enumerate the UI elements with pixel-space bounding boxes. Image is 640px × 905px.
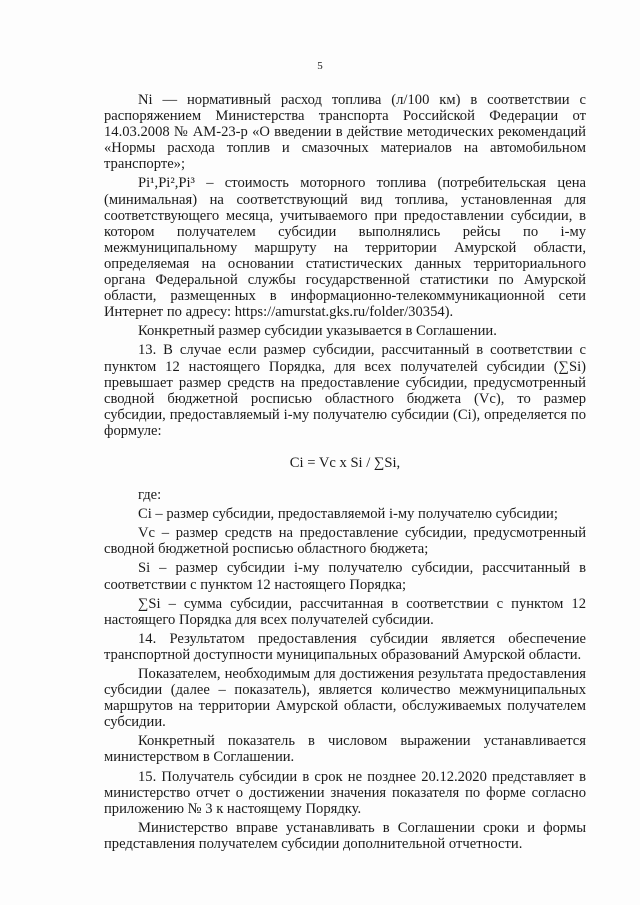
document-body (104, 92, 586, 855)
paragraph-subsidy-amount: Конкретный размер субсидии указывается в Соглашении. (138, 323, 497, 340)
definition-si: Si – размер субсидии i-му получателю субсидии, рассчитанный в соответствии с пунктом 12 настоящего Порядка; (104, 560, 586, 593)
paragraph-indicator-value: Конкретный показатель в числовом выражении устанавливается министерством в Соглашении. (104, 733, 586, 766)
definition-vc: Vc – размер средств на предоставление субсидии, предусмотренный сводной бюджетной росписью областного бюджета; (104, 525, 586, 558)
paragraph-clause-15: 15. Получатель субсидии в срок не позднее 20.12.2020 представляет в министерство отчет о достижении значения показателя по форме согласно приложению № 3 к настоящему Порядку. (104, 768, 586, 817)
paragraph-clause-13: 13. В случае если размер субсидии, рассчитанный в соответствии с пунктом 12 настоящего Порядка, для всех получателей субсидии (∑Si) превышает размер средств на предоставление субсидии, предусмотренный сводной бюджетной росписью областного бюджета (Vc), то размер субсидии, предоставляемый i-му получателю субсидии (Ci), определяется по формуле: (104, 342, 586, 439)
formula: Ci = Vc x Si / ∑Si, (289, 454, 401, 471)
paragraph-clause-14: 14. Результатом предоставления субсидии является обеспечение транспортной доступности муниципальных образований Амурской области. (104, 630, 586, 663)
paragraph-pi-definition: Pi¹,Pi²,Pi³ – стоимость моторного топлива (потребительская цена (минимальная) на соответствующий вид топлива, установленная для соответствующего месяца, учитываемого при предоставлении субсидии, в котором получателем субсидии выполнялись рейсы по i-му межмуниципальному маршруту на территории Амурской области, определяемая на основании статистических данных территориального органа Федеральной службы государственной статистики по Амурской области, размещенных в информационно-телекоммуникационной сети Интернет по адресу: https://amurstat.gks.ru/folder/30354). (104, 175, 586, 321)
paragraph-indicator: Показателем, необходимым для достижения результата предоставления субсидии (далее – показатель), является количество межмуниципальных маршрутов на территории Амурской области, обслуживаемых получателем субсидии. (104, 666, 586, 731)
where-label: где: (138, 487, 162, 504)
definition-ci: Ci – размер субсидии, предоставляемой i-му получателю субсидии; (138, 506, 558, 523)
definition-sum-si: ∑Si – сумма субсидии, рассчитанная в соответствии с пунктом 12 настоящего Порядка для всех получателей субсидии. (104, 595, 586, 628)
page-number: 5 (317, 60, 323, 72)
paragraph-additional-reporting: Министерство вправе устанавливать в Соглашении сроки и формы представления получателем субсидии дополнительной отчетности. (104, 819, 586, 852)
paragraph-ni-definition: Ni — нормативный расход топлива (л/100 км) в соответствии с распоряжением Министерства транспорта Российской Федерации от 14.03.2008 № АМ-23-р «О введении в действие методических рекомендаций «Нормы расхода топлив и смазочных материалов на автомобильном транспорте»; (104, 92, 586, 173)
